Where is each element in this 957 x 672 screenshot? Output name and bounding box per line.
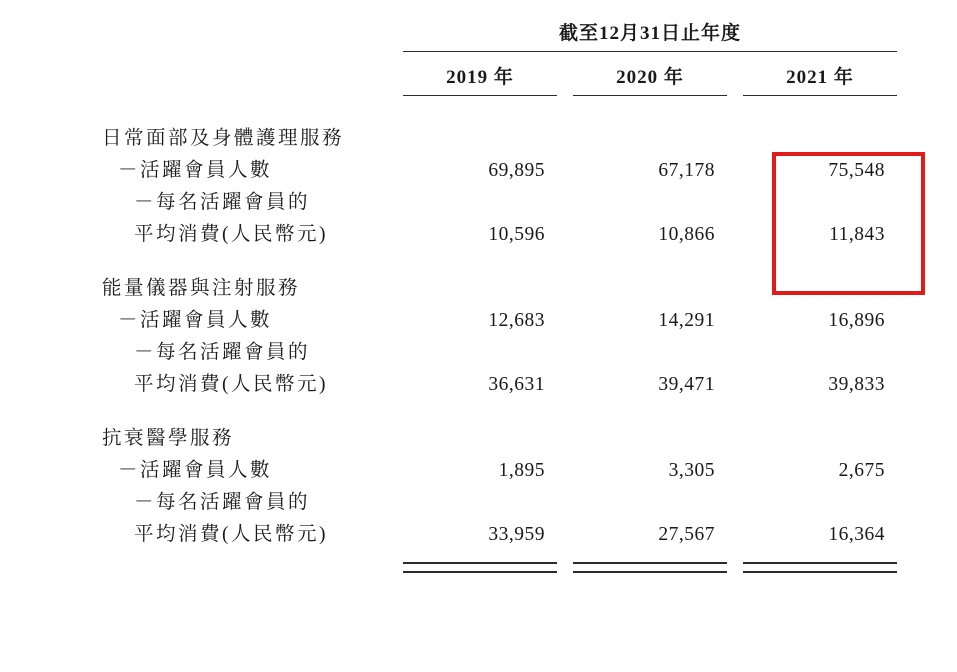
double-rule: [743, 562, 897, 573]
row-label: －每名活躍會員的: [134, 342, 311, 363]
group-title-row: [60, 246, 905, 300]
row-label-secondary: 平均消費(人民幣元): [134, 224, 328, 245]
cell-value: 2,675: [838, 460, 885, 481]
row-label: －每名活躍會員的: [134, 492, 311, 513]
cell-value: 36,631: [488, 374, 545, 395]
group-title-pad-2: [565, 396, 735, 450]
cell-empty: [735, 182, 905, 214]
cell-value: 11,843: [829, 224, 885, 245]
cell-value: 12,683: [488, 310, 545, 331]
group-title-pad-3: [735, 246, 905, 300]
group-title-row: [60, 96, 905, 150]
cell-value: 39,471: [658, 374, 715, 395]
table-row-continuation: [60, 182, 905, 214]
cell-value: 27,567: [658, 524, 715, 545]
table-row: [60, 150, 905, 182]
table-row: [60, 214, 905, 246]
double-rule: [403, 562, 557, 573]
table-row-continuation: [60, 482, 905, 514]
cell-value: 67,178: [658, 160, 715, 181]
cell-value: 1,895: [498, 460, 545, 481]
column-header-2019: 2019 年: [446, 67, 514, 88]
cell-value: 3,305: [668, 460, 715, 481]
group-title-pad-1: [395, 96, 565, 150]
cell-empty: [565, 182, 735, 214]
header-spacer: [60, 18, 395, 51]
column-header-2021: 2021 年: [786, 67, 854, 88]
cell-empty: [395, 332, 565, 364]
cell-value: 10,866: [658, 224, 715, 245]
group-title: 抗衰醫學服務: [102, 428, 235, 449]
row-label-secondary: 平均消費(人民幣元): [134, 374, 328, 395]
table-row: [60, 514, 905, 546]
bottom-rule-2020: [565, 546, 735, 573]
group-title-pad-3: [735, 396, 905, 450]
cell-empty: [735, 482, 905, 514]
cell-value: 16,896: [828, 310, 885, 331]
financial-table: [60, 18, 905, 573]
cell-empty: [565, 482, 735, 514]
table-row-continuation: [60, 332, 905, 364]
group-title: 日常面部及身體護理服務: [102, 128, 345, 149]
double-rule: [573, 562, 727, 573]
cell-value: 14,291: [658, 310, 715, 331]
cell-empty: [735, 332, 905, 364]
cell-value: 33,959: [488, 524, 545, 545]
cell-empty: [565, 332, 735, 364]
row-label-secondary: 平均消費(人民幣元): [134, 524, 328, 545]
group-title-pad-1: [395, 246, 565, 300]
table-row: [60, 450, 905, 482]
group-title-row: [60, 396, 905, 450]
bottom-rule-spacer: [60, 546, 395, 573]
cell-value: 16,364: [828, 524, 885, 545]
row-label: －活躍會員人數: [118, 310, 273, 331]
years-spacer: [60, 52, 395, 95]
group-title: 能量儀器與注射服務: [102, 278, 301, 299]
row-label: －每名活躍會員的: [134, 192, 311, 213]
table-row: [60, 300, 905, 332]
row-label: －活躍會員人數: [118, 460, 273, 481]
cell-empty: [395, 182, 565, 214]
cell-empty: [395, 482, 565, 514]
cell-value: 39,833: [828, 374, 885, 395]
group-title-pad-2: [565, 246, 735, 300]
column-header-2020: 2020 年: [616, 67, 684, 88]
table-bottom-rule-row: [60, 546, 905, 573]
cell-value: 69,895: [488, 160, 545, 181]
group-title-pad-2: [565, 96, 735, 150]
cell-value: 10,596: [488, 224, 545, 245]
period-header-label: 截至12月31日止年度: [558, 23, 741, 44]
bottom-rule-2021: [735, 546, 905, 573]
bottom-rule-2019: [395, 546, 565, 573]
cell-value: 75,548: [828, 160, 885, 181]
row-label: －活躍會員人數: [118, 160, 273, 181]
group-title-pad-1: [395, 396, 565, 450]
table-row: [60, 364, 905, 396]
table-header-years-row: [60, 52, 905, 95]
table-header-period-row: [60, 18, 905, 51]
group-title-pad-3: [735, 96, 905, 150]
